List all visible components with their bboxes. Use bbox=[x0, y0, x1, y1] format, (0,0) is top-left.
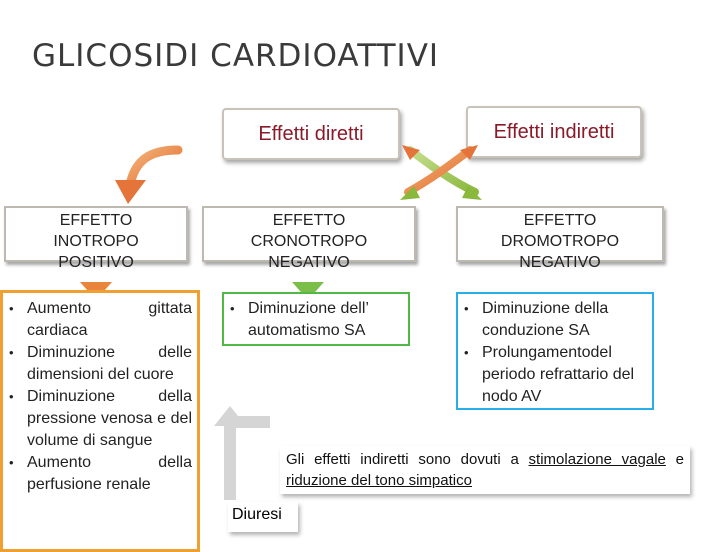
content-cronotropo bbox=[222, 292, 410, 346]
header-inotropo bbox=[4, 206, 188, 271]
header-cronotropo-line1: EFFETTO bbox=[272, 212, 346, 229]
note-text-pre: Gli effetti indiretti sono dovuti a bbox=[286, 451, 529, 468]
header-cronotropo-line3: NEGATIVO bbox=[268, 254, 350, 271]
header-inotropo-line2: INOTROPO bbox=[53, 233, 139, 250]
header-inotropo-line3: POSITIVO bbox=[58, 254, 134, 271]
header-cronotropo bbox=[202, 206, 416, 271]
effetti-diretti-label: Effetti diretti bbox=[258, 123, 364, 145]
bullet-inotropo-1: • Aumento gittata cardiaca bbox=[5, 298, 192, 342]
bullet-inotropo-2: • Diminuzione delle dimensioni del cuore bbox=[5, 342, 192, 386]
header-cronotropo-line2: CRONOTROPO bbox=[250, 233, 368, 250]
header-dromotropo bbox=[456, 206, 664, 271]
header-dromotropo-line3: NEGATIVO bbox=[519, 254, 601, 271]
note-text-mid: e bbox=[665, 451, 684, 468]
bullet-inotropo-4: • Aumento della perfusione renale bbox=[5, 452, 192, 496]
bullet-dromotropo-2: • Prolungamentodel periodo refrattario del nodo AV bbox=[460, 342, 646, 408]
bullet-inotropo-3: • Diminuzione della pressione venosa e del volume di sangue bbox=[5, 386, 192, 452]
diuresi-label bbox=[228, 502, 298, 532]
header-dromotropo-line2: DROMOTROPO bbox=[500, 233, 620, 250]
bent-arrow-icon bbox=[214, 406, 270, 500]
note-link-simpatico: riduzione del tono simpatico bbox=[286, 472, 472, 489]
diuresi-text: Diuresi bbox=[232, 506, 282, 523]
slide-title: GLICOSIDI CARDIOATTIVI bbox=[32, 38, 440, 74]
curved-arrow-icon bbox=[115, 150, 178, 204]
bullet-dromotropo-1: • Diminuzione della conduzione SA bbox=[460, 298, 646, 342]
bullet-cronotropo-1: • Diminuzione dell’ automatismo SA bbox=[226, 298, 404, 342]
header-dromotropo-line1: EFFETTO bbox=[523, 212, 597, 229]
indirect-effects-note bbox=[280, 446, 690, 494]
cross-arrows-icon bbox=[400, 145, 482, 200]
note-link-vagale: stimolazione vagale bbox=[528, 451, 666, 468]
effetti-indiretti-label: Effetti indiretti bbox=[493, 121, 615, 143]
header-inotropo-line1: EFFETTO bbox=[59, 212, 133, 229]
content-inotropo bbox=[0, 290, 200, 552]
content-dromotropo bbox=[456, 292, 654, 410]
